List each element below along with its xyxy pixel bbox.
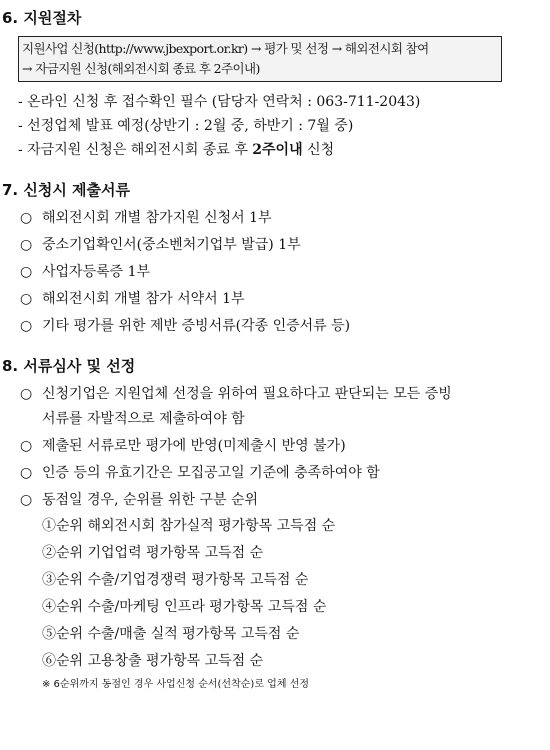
tie-break-rank: ⑥순위 고용창출 평가항목 고득점 순	[42, 653, 264, 669]
review-item-text: 인증 등의 유효기간은 모집공고일 기준에 충족하여야 함	[42, 465, 380, 481]
section-6-heading: 6. 지원절차	[2, 9, 82, 27]
review-item	[20, 436, 346, 456]
document-item	[20, 316, 350, 336]
section-6-bullet-1: - 온라인 신청 후 접수확인 필수 (담당자 연락처 : 063-711-2043)	[18, 94, 421, 110]
tie-break-rank: ①순위 해외전시회 참가실적 평가항목 고득점 순	[42, 518, 336, 534]
tie-break-rank: ③순위 수출/기업경쟁력 평가항목 고득점 순	[42, 572, 309, 588]
procedure-line-1: 지원사업 신청(http://www.jbexport.or.kr) → 평가 및 선정 → 해외전시회 참여	[22, 41, 429, 56]
circle-bullet-icon: ○	[20, 264, 33, 280]
circle-bullet-icon: ○	[20, 438, 33, 454]
circle-bullet-icon: ○	[20, 386, 33, 402]
circle-bullet-icon: ○	[20, 237, 33, 253]
section-6-bullet-3-text: - 자금지원 신청은 해외전시회 종료 후	[18, 142, 253, 158]
review-item-text: 동점일 경우, 순위를 위한 구분 순위	[42, 492, 259, 508]
tie-break-rank: ⑤순위 수출/매출 실적 평가항목 고득점 순	[42, 626, 300, 642]
document-item-text: 해외전시회 개별 참가지원 신청서 1부	[42, 210, 272, 226]
review-item	[20, 384, 452, 404]
circle-bullet-icon: ○	[20, 291, 33, 307]
review-item	[20, 490, 258, 510]
review-item-continuation: 서류를 자발적으로 제출하여야 함	[42, 411, 245, 427]
review-item-text: 신청기업은 지원업체 선정을 위하여 필요하다고 판단되는 모든 증빙	[42, 386, 452, 402]
document-item	[20, 235, 301, 255]
document-item-text: 사업자등록증 1부	[42, 264, 151, 280]
review-item	[20, 463, 380, 483]
document-item-text: 중소기업확인서(중소벤처기업부 발급) 1부	[42, 237, 301, 253]
section-8-heading: 8. 서류심사 및 선정	[2, 357, 136, 375]
section-6-bullet-3-emphasis: 2주이내	[252, 142, 303, 158]
section-7-heading: 7. 신청시 제출서류	[2, 181, 131, 199]
tie-break-rank: ②순위 기업업력 평가항목 고득점 순	[42, 545, 264, 561]
circle-bullet-icon: ○	[20, 210, 33, 226]
circle-bullet-icon: ○	[20, 465, 33, 481]
circle-bullet-icon: ○	[20, 492, 33, 508]
document-item	[20, 262, 150, 282]
section-6-bullet-3	[18, 140, 334, 160]
section-6-bullet-3-tail: 신청	[302, 142, 335, 158]
section-6-bullet-2: - 선정업체 발표 예정(상반기 : 2월 중, 하반기 : 7월 중)	[18, 118, 354, 134]
document-item-text: 해외전시회 개별 참가 서약서 1부	[42, 291, 245, 307]
document-item	[20, 208, 272, 228]
tie-break-rank: ④순위 수출/마케팅 인프라 평가항목 고득점 순	[42, 599, 327, 615]
document-item-text: 기타 평가를 위한 제반 증빙서류(각종 인증서류 등)	[42, 318, 351, 334]
review-item-text: 제출된 서류로만 평가에 반영(미제출시 반영 불가)	[42, 438, 346, 454]
circle-bullet-icon: ○	[20, 318, 33, 334]
procedure-line-2: → 자금지원 신청(해외전시회 종료 후 2주이내)	[22, 61, 260, 76]
document-item	[20, 289, 245, 309]
tie-break-note: ※ 6순위까지 동점인 경우 사업신청 순서(선착순)로 업체 선정	[42, 679, 309, 690]
procedure-box	[18, 36, 502, 82]
